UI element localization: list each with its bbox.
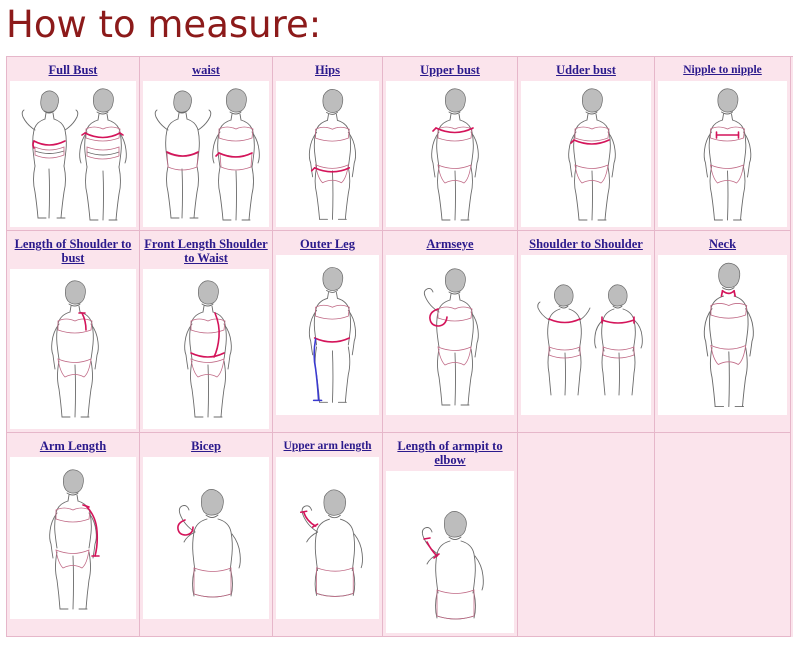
measurement-label-armseye[interactable]: Armseye <box>426 237 474 251</box>
measurement-cell-upper-bust[interactable] <box>383 57 518 231</box>
measurement-cell-neck[interactable] <box>655 231 791 433</box>
figure-bicep <box>143 457 269 619</box>
figure-shoulder-to-waist <box>143 269 269 429</box>
measurement-label-upper-bust[interactable]: Upper bust <box>420 63 480 77</box>
figure-armseye <box>386 255 514 415</box>
figure-armpit-to-elbow <box>386 471 514 633</box>
figure-udder-bust <box>521 81 651 227</box>
measurement-cell-shoulder-to-bust[interactable] <box>7 231 140 433</box>
measurement-cell-waist[interactable] <box>140 57 273 231</box>
figure-hips <box>276 81 379 227</box>
measurement-cell-armseye[interactable] <box>383 231 518 433</box>
measurement-label-waist[interactable]: waist <box>192 63 220 77</box>
page-title: How to measure: <box>6 3 322 46</box>
figure-waist <box>143 81 269 227</box>
figure-shoulder-to-shoulder <box>521 255 651 415</box>
measurement-cell-empty-1 <box>518 433 655 637</box>
measurement-cell-empty-2 <box>655 433 791 637</box>
measurement-label-arm-length[interactable]: Arm Length <box>39 439 107 453</box>
measurement-cell-arm-length[interactable] <box>7 433 140 637</box>
measurement-label-udder-bust[interactable]: Udder bust <box>556 63 616 77</box>
measurement-cell-hips[interactable] <box>273 57 383 231</box>
measurement-label-shoulder-to-bust[interactable]: Length of Shoulder to bust <box>14 237 132 265</box>
measurement-cell-bicep[interactable] <box>140 433 273 637</box>
measurement-cell-upper-arm-length[interactable] <box>273 433 383 637</box>
measurement-label-shoulder-to-waist[interactable]: Front Length Shoulder to Waist <box>144 237 268 265</box>
measurement-cell-armpit-to-elbow[interactable] <box>383 433 518 637</box>
measurement-cell-shoulder-to-waist[interactable] <box>140 231 273 433</box>
figure-neck <box>658 255 787 415</box>
figure-full-bust <box>10 81 136 227</box>
figure-outer-leg <box>276 255 379 415</box>
figure-shoulder-to-bust <box>10 269 136 429</box>
measurement-cell-full-bust[interactable] <box>7 57 140 231</box>
measurement-label-outer-leg[interactable]: Outer Leg <box>300 237 355 251</box>
measurement-grid <box>6 56 793 637</box>
measurement-cell-udder-bust[interactable] <box>518 57 655 231</box>
measurement-label-neck[interactable]: Neck <box>708 237 737 251</box>
measurement-label-upper-arm-length[interactable]: Upper arm length <box>283 440 372 452</box>
measurement-label-hips[interactable]: Hips <box>314 63 340 77</box>
figure-nipple-to-nipple <box>658 81 787 227</box>
figure-upper-arm-length <box>276 457 379 619</box>
measurement-label-full-bust[interactable]: Full Bust <box>48 63 98 77</box>
measurement-label-armpit-to-elbow[interactable]: Length of armpit to elbow <box>397 439 503 467</box>
measurement-label-nipple-to-nipple[interactable]: Nipple to nipple <box>683 64 762 76</box>
figure-arm-length <box>10 457 136 619</box>
figure-upper-bust <box>386 81 514 227</box>
measurement-cell-outer-leg[interactable] <box>273 231 383 433</box>
measurement-label-bicep[interactable]: Bicep <box>191 439 221 453</box>
measurement-cell-shoulder-to-shoulder[interactable] <box>518 231 655 433</box>
measurement-cell-nipple-to-nipple[interactable] <box>655 57 791 231</box>
measurement-label-shoulder-to-shoulder[interactable]: Shoulder to Shoulder <box>529 237 643 251</box>
